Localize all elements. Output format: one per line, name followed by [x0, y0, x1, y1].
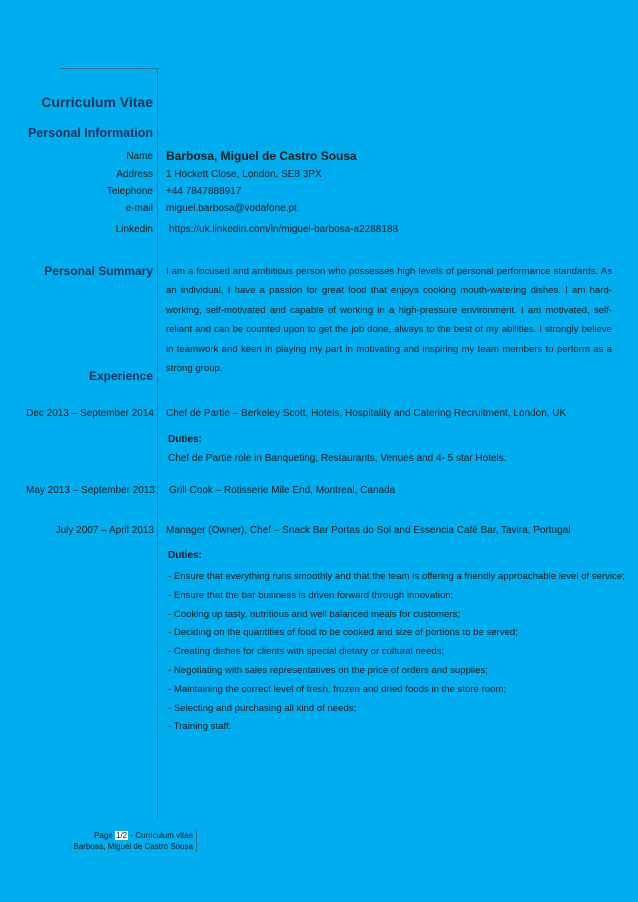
column-divider: [157, 68, 158, 818]
personal-summary-text: I am a focused and ambitious person who possesses high levels of personal performance standards. As an individual, I have a passion for great food that enjoys cooking mouth-watering dishes. I am hard-working, self-motivated and capable of working in a high-pressure environment. I am motivated, self-reliant and can be counted upon to get the job done, always to the best of my abilities. I strongly believe in teamwork and keen in playing my part in motivating and inspiring my team members to perform as a strong group.: [166, 266, 612, 375]
job-position: Manager (Owner), Chef – Snack Bar Portas do Sol and Essencia Café Bar, Tavira, Portugal: [166, 525, 571, 536]
telephone-label: Telephone: [106, 186, 153, 197]
linkedin-link[interactable]: https://uk.linkedin.com/in/miguel-barbosa-a2288188: [169, 224, 399, 235]
email-value: miguel.barbosa@vodafone.pt: [166, 203, 297, 214]
duty-item: - Creating dishes for clients with special dietary or cultural needs;: [168, 646, 445, 658]
footer-name: Barbosa, Miguel de Castro Sousa: [73, 842, 193, 851]
job-position: Chef de Partie – Berkeley Scott, Hotels, Hospitality and Catering Recruitment, London, UK: [166, 408, 567, 419]
footer-page-suffix: - Curriculum vitae: [130, 831, 193, 840]
telephone-value: +44 7847888917: [166, 186, 242, 197]
duty-item: - Selecting and purchasing all kind of needs;: [168, 702, 357, 714]
duty-item: - Maintaining the correct level of fresh, frozen and dried foods in the store room;: [168, 683, 507, 695]
cv-title: Curriculum Vitae: [41, 94, 153, 110]
footer-page-number: 1/2: [115, 831, 128, 840]
footer-divider: [196, 830, 197, 852]
address-value: 1 Hockett Close, London, SE8 3PX: [166, 169, 322, 180]
name-label: Name: [126, 151, 153, 162]
duty-item: - Ensure that the bar business is driven forward through innovation;: [168, 589, 454, 601]
duties-heading: Duties:: [168, 434, 202, 445]
duties-heading: Duties:: [168, 550, 202, 561]
linkedin-label: Linkedin: [115, 224, 153, 235]
job-dates: July 2007 – April 2013: [55, 525, 154, 536]
experience-heading: Experience: [88, 369, 153, 383]
personal-summary-heading: Personal Summary: [44, 264, 153, 278]
address-label: Address: [116, 169, 153, 180]
duty-item: - Negotiating with sales representatives on the price of orders and supplies;: [168, 664, 488, 676]
job-dates: Dec 2013 – September 2014: [26, 408, 154, 419]
personal-info-heading: Personal Information: [27, 126, 153, 140]
full-name: Barbosa, Miguel de Castro Sousa: [166, 149, 357, 163]
job-dates: May 2013 – September 2013: [26, 485, 155, 496]
duty-item: Chef de Partie role in Banqueting, Restaurants, Venues and 4- 5 star Hotels.: [168, 453, 507, 464]
job-position: Grill Cook – Rotisserie Mile End, Montreal, Canada: [169, 485, 396, 496]
duties-list: [168, 568, 625, 737]
footer-page-prefix: Page: [94, 831, 113, 840]
duty-item: - Training staff.: [168, 721, 232, 733]
duty-item: - Ensure that everything runs smoothly and that the team is offering a friendly approachable level of service;: [168, 571, 625, 582]
header-rule: [60, 68, 158, 69]
duty-item: - Cooking up tasty, nutritious and well balanced meals for customers;: [168, 608, 461, 620]
footer-page-line: [60, 831, 193, 840]
duty-item: - Deciding on the quantities of food to be cooked and size of portions to be served;: [168, 627, 518, 639]
email-label: e-mail: [125, 203, 153, 214]
